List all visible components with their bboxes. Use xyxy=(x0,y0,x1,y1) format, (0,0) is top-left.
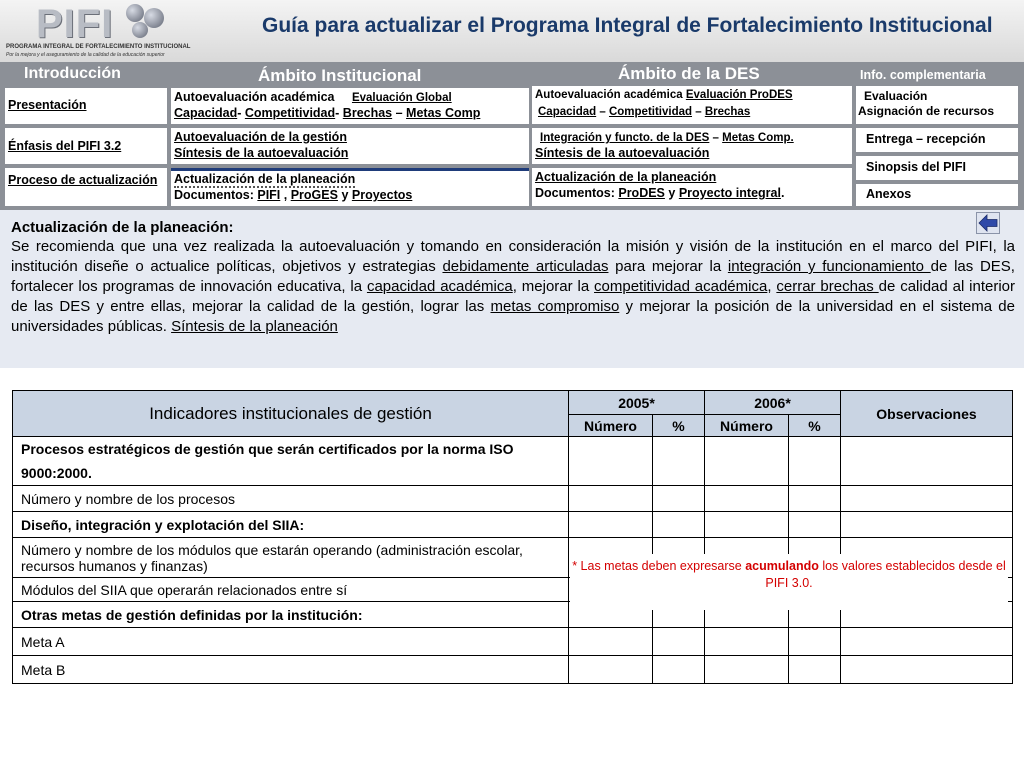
table-cell[interactable] xyxy=(705,512,789,538)
intro-cell xyxy=(5,88,167,124)
nav-header-ambito-des: Ámbito de la DES xyxy=(618,64,760,83)
col-pct: % xyxy=(653,415,705,437)
link-inst-proyectos[interactable]: Proyectos xyxy=(351,188,413,202)
info-title: Actualización de la planeación: xyxy=(11,219,234,236)
table-row xyxy=(13,628,1013,656)
info-text-part: para mejorar la xyxy=(608,258,728,275)
note-emphasis: acumulando xyxy=(745,559,819,573)
table-cell[interactable] xyxy=(789,628,841,656)
indicadores-table xyxy=(12,390,1013,684)
link-inst-metas-comp[interactable]: Metas Comp xyxy=(406,106,481,120)
info-cell-evaluacion xyxy=(856,86,1018,124)
link-enfasis[interactable]: Énfasis del PIFI 3.2 xyxy=(8,139,122,153)
logo-tagline: Por la mejora y el aseguramiento de la calidad de la educación superior xyxy=(6,52,165,58)
info-cell-entrega xyxy=(856,128,1018,152)
link-cerrar-brechas[interactable]: cerrar brechas xyxy=(776,278,879,295)
link-anexos[interactable]: Anexos xyxy=(866,187,912,201)
table-cell[interactable] xyxy=(653,656,705,684)
link-des-prodes[interactable]: ProDES xyxy=(618,186,665,200)
des-documentos-label: Documentos: xyxy=(535,186,615,200)
link-des-metas-comp[interactable]: Metas Comp. xyxy=(722,132,794,144)
table-cell[interactable] xyxy=(705,486,789,512)
link-des-competitividad[interactable]: Competitividad xyxy=(608,106,693,118)
table-title: Indicadores institucionales de gestión xyxy=(13,391,569,437)
table-row xyxy=(13,512,1013,538)
table-cell[interactable] xyxy=(653,628,705,656)
des-cell-integracion: Integración y functo. de la DES – Metas Comp. Síntesis de la autoevaluación xyxy=(532,128,852,164)
link-inst-capacidad[interactable]: Capacidad xyxy=(174,106,238,120)
row-label: Otras metas de gestión definidas por la institución: xyxy=(13,602,569,628)
table-cell[interactable] xyxy=(569,628,653,656)
nav-header-ambito-institucional: Ámbito Institucional xyxy=(258,66,422,85)
inst-actualizacion-current: Actualización de la planeación xyxy=(174,172,356,186)
nav-header-introduccion: Introducción xyxy=(24,65,121,82)
logo-spheres-icon xyxy=(122,4,168,44)
info-cell-anexos xyxy=(856,184,1018,206)
link-evaluacion[interactable]: Evaluación xyxy=(864,89,928,103)
link-inst-brechas[interactable]: Brechas xyxy=(342,106,393,120)
info-cell-sinopsis xyxy=(856,156,1018,180)
table-cell[interactable] xyxy=(705,656,789,684)
table-row xyxy=(13,656,1013,684)
table-cell[interactable] xyxy=(841,437,1013,486)
row-label: Número y nombre de los módulos que estarán operando (administración escolar, recursos humanos y finanzas) xyxy=(13,538,569,578)
table-cell[interactable] xyxy=(653,486,705,512)
row-label: Módulos del SIIA que operarán relacionados entre sí xyxy=(13,578,569,602)
inst-cell-planeacion-selected: Actualización de la planeación Documentos: PIFI , ProGES y Proyectos xyxy=(171,168,529,206)
link-capacidad-academica[interactable]: capacidad académica xyxy=(366,278,513,295)
table-cell[interactable] xyxy=(789,512,841,538)
info-text-part: de las DES, fortalecer los programas de innovación educativa, la xyxy=(11,258,1015,295)
link-competitividad-academica[interactable]: competitividad académica xyxy=(594,278,768,295)
link-sinopsis-pifi[interactable]: Sinopsis del PIFI xyxy=(866,160,967,174)
link-inst-competitividad[interactable]: Competitividad xyxy=(244,106,336,120)
table-cell[interactable] xyxy=(841,628,1013,656)
link-sintesis-planeacion[interactable]: Síntesis de la planeación xyxy=(171,318,338,335)
nav-header-info-complementaria: Info. complementaria xyxy=(860,68,986,82)
des-cell-planeacion: Actualización de la planeación Documentos: ProDES y Proyecto integral. xyxy=(532,168,852,206)
inst-y-label: y xyxy=(341,188,349,202)
back-arrow-icon[interactable] xyxy=(976,212,1000,234)
link-inst-sintesis[interactable]: Síntesis de la autoevaluación xyxy=(174,146,349,160)
inst-documentos-label: Documentos: xyxy=(174,188,254,202)
info-panel xyxy=(0,210,1024,368)
table-cell[interactable] xyxy=(569,486,653,512)
des-autoeval-label: Autoevaluación académica xyxy=(535,89,683,101)
note-text: los valores establecidos desde el PIFI 3.0. xyxy=(765,559,1006,590)
row-label: Meta B xyxy=(13,656,569,684)
logo-text: PIFI xyxy=(36,2,114,46)
link-des-sintesis[interactable]: Síntesis de la autoevaluación xyxy=(535,146,710,160)
intro-cell xyxy=(5,128,167,164)
row-label: Número y nombre de los procesos xyxy=(13,486,569,512)
header xyxy=(0,0,1024,62)
link-des-proyecto-integral[interactable]: Proyecto integral xyxy=(678,186,781,200)
info-text-part: Se recomienda que una vez realizada la autoevaluación y tomando en consideración la misión y visión de la institución en el marco del PIFI, la institución diseñe o actualice políticas, objetivos y estrategias xyxy=(11,238,1015,275)
info-text-part: y mejorar la posición de la universidad en el sistema de universidades públicas. xyxy=(11,298,1015,335)
row-label: Diseño, integración y explotación del SIIA: xyxy=(13,512,569,538)
table-cell[interactable] xyxy=(569,437,653,486)
row-label: Procesos estratégicos de gestión que serán certificados por la norma ISO 9000:2000. xyxy=(13,437,569,486)
col-pct: % xyxy=(789,415,841,437)
info-text-part: , xyxy=(767,278,777,295)
table-cell[interactable] xyxy=(789,486,841,512)
table-cell[interactable] xyxy=(789,656,841,684)
col-2005: 2005* xyxy=(569,391,705,415)
note-text: * Las metas deben expresarse xyxy=(572,559,746,573)
link-des-brechas[interactable]: Brechas xyxy=(704,106,751,118)
link-debidamente-articuladas[interactable]: debidamente articuladas xyxy=(442,258,609,275)
inst-cell-autoevaluacion: Autoevaluación académica Evaluación Global Capacidad- Competitividad- Brechas – Metas Comp xyxy=(171,88,529,124)
col-observaciones: Observaciones xyxy=(841,391,1013,437)
table-cell[interactable] xyxy=(569,656,653,684)
info-text-part: , mejorar la xyxy=(512,278,595,295)
link-des-integracion[interactable]: Integración y functo. de la DES xyxy=(540,132,710,144)
table-row xyxy=(13,437,1013,486)
link-inst-proges[interactable]: ProGES xyxy=(290,188,338,202)
link-asignacion-recursos[interactable]: Asignación de recursos xyxy=(858,104,995,118)
link-inst-pifi[interactable]: PIFI xyxy=(257,188,281,202)
page-title: Guía para actualizar el Programa Integral de Fortalecimiento Institucional xyxy=(262,14,993,37)
link-inst-evaluacion-global[interactable]: Evaluación Global xyxy=(351,92,452,104)
table-cell[interactable] xyxy=(705,437,789,486)
link-des-capacidad[interactable]: Capacidad xyxy=(538,106,597,118)
table-cell[interactable] xyxy=(705,628,789,656)
row-label: Meta A xyxy=(13,628,569,656)
table-cell[interactable] xyxy=(653,437,705,486)
metas-note xyxy=(570,554,1008,610)
col-numero: Número xyxy=(569,415,653,437)
table-cell[interactable] xyxy=(653,512,705,538)
link-presentacion[interactable]: Presentación xyxy=(8,98,87,112)
navigation-grid xyxy=(0,62,1024,210)
link-entrega-recepcion[interactable]: Entrega – recepción xyxy=(866,132,986,146)
info-text-part: de calidad al interior de las DES y entre ellas, mejorar la calidad de la gestión, lograr las xyxy=(11,278,1016,315)
link-des-evaluacion-prodes[interactable]: Evaluación ProDES xyxy=(685,89,793,101)
col-2006: 2006* xyxy=(705,391,841,415)
info-text xyxy=(11,237,1015,337)
inst-cell-gestion xyxy=(171,128,529,164)
des-y-label: y xyxy=(668,186,676,200)
table-cell[interactable] xyxy=(789,437,841,486)
table-cell[interactable] xyxy=(841,512,1013,538)
link-proceso-actualizacion[interactable]: Proceso de actualización xyxy=(8,173,158,187)
table-cell[interactable] xyxy=(841,656,1013,684)
intro-cell xyxy=(5,168,167,206)
link-inst-autoeval-gestion[interactable]: Autoevaluación de la gestión xyxy=(174,130,347,144)
link-integracion-funcionamiento[interactable]: integración y funcionamiento xyxy=(727,258,931,275)
col-numero: Número xyxy=(705,415,789,437)
inst-autoeval-label: Autoevaluación académica xyxy=(174,90,335,104)
table-row xyxy=(13,486,1013,512)
link-des-actualizacion[interactable]: Actualización de la planeación xyxy=(535,170,717,184)
logo-subtitle: PROGRAMA INTEGRAL DE FORTALECIMIENTO INSTITUCIONAL xyxy=(6,44,191,50)
pifi-logo xyxy=(6,2,202,60)
table-cell[interactable] xyxy=(841,486,1013,512)
table-cell[interactable] xyxy=(569,512,653,538)
des-cell-autoevaluacion: Autoevaluación académica Evaluación ProDES Capacidad – Competitividad – Brechas xyxy=(532,86,852,124)
link-metas-compromiso[interactable]: metas compromiso xyxy=(490,298,620,315)
